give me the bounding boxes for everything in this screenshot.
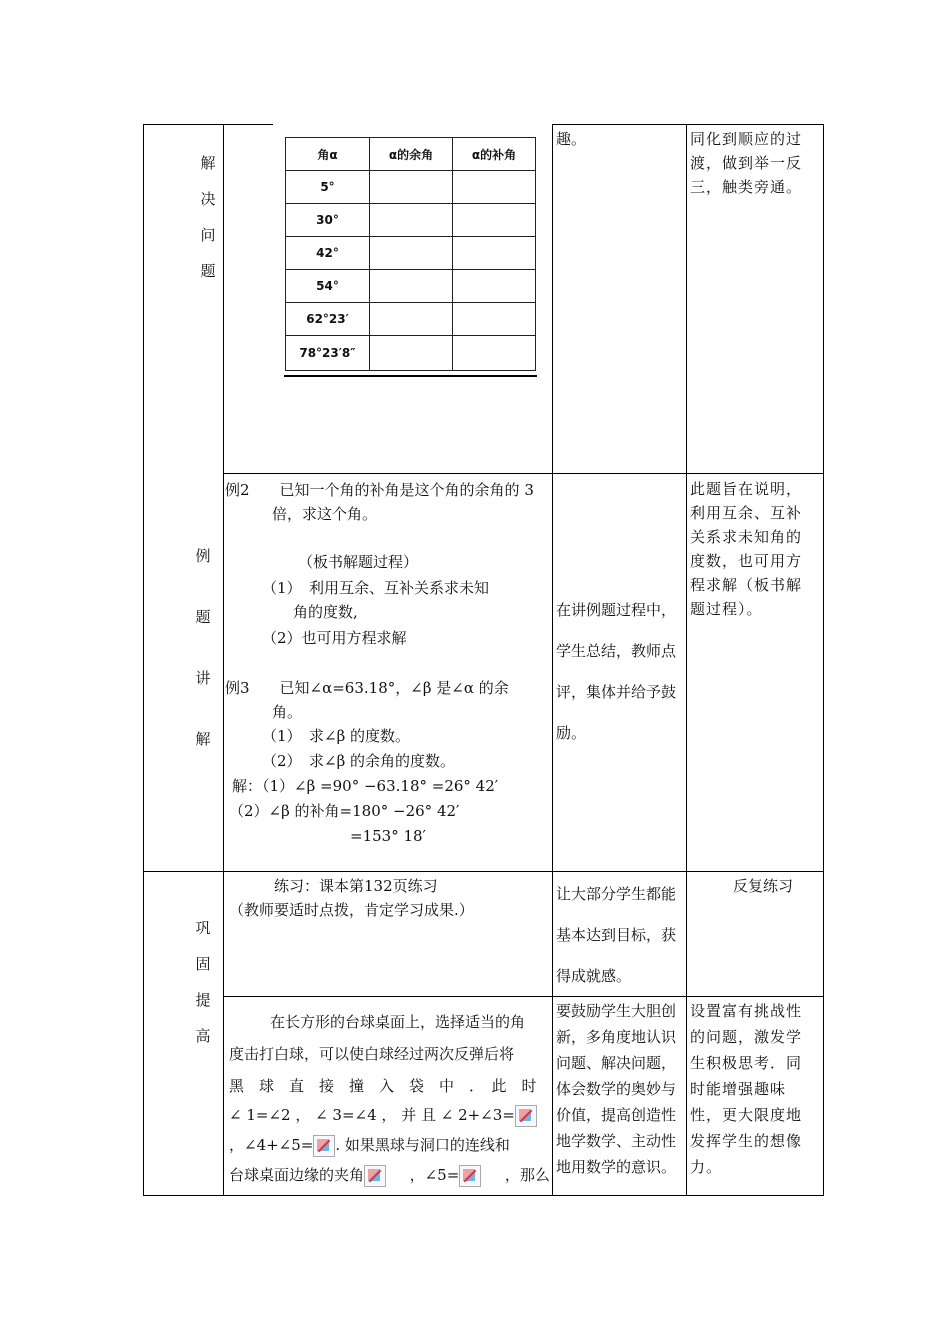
- row4-student-text: 要鼓励学生大胆创 新，多角度地认识 问题、解决问题， 体会数学的奥妙与 价值，提高创造性 地学数学、主动性 地用数学的意识。: [556, 1002, 677, 1176]
- row1-intent-text: 同化到顺应的过 渡，做到举一反 三，触类旁通。: [690, 130, 803, 196]
- col-border-4: [823, 124, 824, 1196]
- col-border-1: [223, 124, 224, 1196]
- example-line: （2）也可用方程求解: [262, 629, 407, 647]
- empty-cell: [453, 171, 536, 204]
- section-label-consolidate: 巩 固 提 高: [195, 919, 211, 1045]
- angle-table-header-supplement: α的补角: [453, 138, 536, 171]
- example-line: 角。: [272, 703, 303, 721]
- row3-intent-text: 反复练习: [733, 877, 794, 895]
- empty-cell: [370, 303, 453, 336]
- row-divider-2: [143, 871, 824, 872]
- billiards-line-4: ∠ 1=∠2 ， ∠ 3=∠4 ， 并 且 ∠ 2+∠3=: [229, 1103, 537, 1127]
- billiards-line-1: 在长方形的台球桌面上，选择适当的角: [270, 1013, 526, 1031]
- example-line: 例3 已知∠α=63.18°，∠β 是∠α 的余: [225, 679, 509, 697]
- section-label-solve: 解 决 问 题: [200, 154, 216, 280]
- example-line: （1） 求∠β 的度数。: [262, 727, 411, 745]
- table-bottom-border: [143, 1195, 824, 1196]
- row-divider-1: [224, 473, 824, 474]
- empty-cell: [370, 171, 453, 204]
- empty-cell: [453, 336, 536, 371]
- table-row: [286, 336, 536, 371]
- practice-note: （教师要适时点拨，肯定学习成果.）: [229, 901, 474, 919]
- example-line: （2） 求∠β 的余角的度数。: [262, 752, 456, 770]
- angle-value: 54°: [286, 270, 370, 303]
- col-border-0: [143, 124, 144, 1196]
- empty-cell: [453, 270, 536, 303]
- row1-student-text: 趣。: [556, 130, 587, 148]
- row-divider-3: [224, 996, 824, 997]
- example-line: 角的度数,: [293, 603, 358, 621]
- example-line: 解：（1）∠β =90° −63.18° =26° 42′: [232, 777, 499, 795]
- table-row: [286, 237, 536, 270]
- example-line: 倍，求这个角。: [272, 505, 378, 523]
- angle-table: [285, 137, 536, 371]
- angle-table-header-angle: 角α: [286, 138, 370, 171]
- table-top-border-right: [552, 124, 824, 125]
- angle-value: 78°23′8″: [286, 336, 370, 371]
- empty-cell: [453, 204, 536, 237]
- angle-value: 62°23′: [286, 303, 370, 336]
- table-top-border: [143, 124, 273, 125]
- billiards-line-6: 台球桌面边缘的夹角 ，∠5= ，那么: [229, 1163, 550, 1187]
- table-row: [286, 171, 536, 204]
- formula-image-icon: [364, 1165, 386, 1187]
- example-line: （板书解题过程）: [298, 553, 419, 571]
- example-line: （2）∠β 的补角=180° −26° 42′: [229, 802, 460, 820]
- example-line: 例2 已知一个角的补角是这个角的余角的 3: [225, 481, 534, 499]
- angle-value: 42°: [286, 237, 370, 270]
- empty-cell: [370, 270, 453, 303]
- table-row: [286, 303, 536, 336]
- angle-value: 5°: [286, 171, 370, 204]
- table-row: [286, 204, 536, 237]
- col-border-2: [552, 124, 553, 1196]
- practice-title: 练习：课本第132页练习: [274, 877, 438, 895]
- empty-cell: [453, 237, 536, 270]
- angle-table-bottom-rule: [284, 375, 537, 377]
- row2-student-text: 在讲例题过程中， 学生总结，教师点 评，集体并给予鼓 励。: [556, 601, 677, 742]
- empty-cell: [370, 237, 453, 270]
- billiards-line-5: ，∠4+∠5= . 如果黑球与洞口的连线和: [229, 1133, 510, 1157]
- angle-table-header-complement: α的余角: [370, 138, 453, 171]
- example-line: （1） 利用互余、互补关系求未知: [262, 579, 490, 597]
- section-label-example: 例 题 讲 解: [195, 547, 211, 748]
- billiards-line-3: 黑 球 直 接 撞 入 袋 中 ． 此 时: [229, 1077, 537, 1095]
- empty-cell: [370, 204, 453, 237]
- formula-image-icon: [515, 1105, 537, 1127]
- row4-intent-text: 设置富有挑战性 的问题，激发学 生积极思考．同 时能增强趣味 性，更大限度地 发挥学生的想像 力。: [690, 1002, 803, 1176]
- angle-table-header: [286, 138, 536, 171]
- billiards-line-2: 度击打白球，可以使白球经过两次反弹后将: [229, 1045, 515, 1063]
- formula-image-icon: [459, 1165, 481, 1187]
- row2-intent-text: 此题旨在说明， 利用互余、互补 关系求未知角的 度数，也可用方 程求解（板书解 题过程）。: [690, 480, 803, 618]
- example-line: =153° 18′: [350, 827, 426, 845]
- table-row: [286, 270, 536, 303]
- empty-cell: [453, 303, 536, 336]
- row3-student-text: 让大部分学生都能 基本达到目标，获 得成就感。: [556, 885, 677, 985]
- empty-cell: [370, 336, 453, 371]
- formula-image-icon: [313, 1135, 335, 1157]
- angle-value: 30°: [286, 204, 370, 237]
